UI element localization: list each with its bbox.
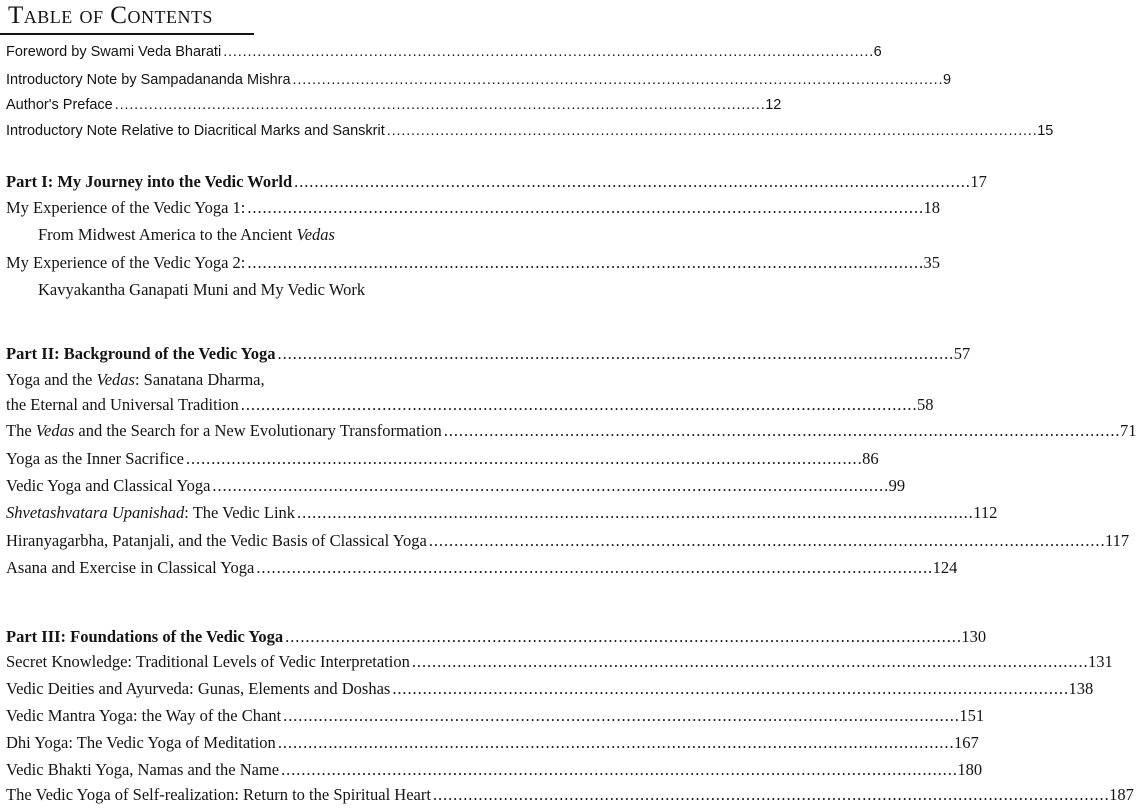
toc-entry: Vedic Mantra Yoga: the Way of the Chant . . . 151 [6, 706, 592, 726]
toc-entry: My Experience of the Vedic Yoga 1: . . . 18 [6, 198, 592, 218]
page-number: 151 [959, 706, 985, 725]
toc-entry: Vedic Yoga and Classical Yoga . . . 99 [6, 476, 592, 496]
dot-leader [429, 531, 1103, 551]
toc-entry-authors-preface: Author's Preface . . . 12 [6, 97, 592, 113]
dot-leader [241, 395, 915, 415]
dot-leader [278, 733, 952, 753]
page-number: 117 [1105, 531, 1130, 550]
dot-leader [412, 652, 1086, 672]
toc-entry: Secret Knowledge: Traditional Levels of Vedic Interpretation . . . 131 [6, 652, 592, 672]
page-title: Table of Contents [8, 2, 213, 29]
dot-leader [247, 198, 921, 218]
toc-entry: Dhi Yoga: The Vedic Yoga of Meditation . . . 167 [6, 733, 592, 753]
toc-entry: Yoga as the Inner Sacrifice . . . 86 [6, 449, 592, 469]
page-number: 180 [957, 760, 983, 779]
page-number: 167 [954, 733, 979, 752]
toc-entry-introductory-note: Introductory Note by Sampadananda Mishra . . . 9 [6, 72, 592, 88]
dot-leader [392, 679, 1066, 699]
dot-leader [285, 627, 959, 647]
toc-entry: Vedic Deities and Ayurveda: Gunas, Elements and Doshas . . . 138 [6, 679, 592, 699]
toc-entry: The Vedic Yoga of Self-realization: Return to the Spiritual Heart . . . 187 [6, 785, 592, 805]
dot-leader [294, 172, 968, 192]
dot-leader [247, 253, 921, 273]
page-number: 57 [953, 344, 971, 363]
page-number: 138 [1068, 679, 1094, 698]
dot-leader [256, 558, 930, 578]
toc-entry: My Experience of the Vedic Yoga 2: . . . 35 [6, 253, 592, 273]
toc-entry-continuation: Kavyakantha Ganapati Muni and My Vedic Work [38, 280, 366, 299]
dot-leader [387, 123, 1035, 139]
toc-entry: Asana and Exercise in Classical Yoga . . . 124 [6, 558, 592, 578]
page-number: 6 [873, 44, 882, 60]
toc-entry-diacritical-note: Introductory Note Relative to Diacritical Marks and Sanskrit . . . 15 [6, 123, 592, 139]
toc-entry: The Vedas and the Search for a New Evolutionary Transformation . . . 71 [6, 421, 592, 441]
page-number: 130 [961, 627, 987, 646]
dot-leader [293, 72, 941, 88]
dot-leader [297, 503, 971, 523]
page-number: 15 [1037, 123, 1054, 139]
page-number: 9 [942, 72, 952, 88]
page-number: 17 [970, 172, 987, 191]
page-number: 71 [1119, 421, 1136, 440]
toc-entry-first-line: Yoga and the Vedas: Sanatana Dharma, [6, 370, 265, 389]
page-number: 99 [888, 476, 906, 495]
page-number: 86 [862, 449, 879, 468]
page-number: 18 [923, 198, 941, 217]
toc-part-heading-2: Part II: Background of the Vedic Yoga . . . 57 [6, 344, 592, 364]
page-number: 187 [1109, 785, 1134, 804]
dot-leader [186, 449, 860, 469]
toc-entry: Vedic Bhakti Yoga, Namas and the Name . . . 180 [6, 760, 592, 780]
toc-entry: Hiranyagarbha, Patanjali, and the Vedic Basis of Classical Yoga . . . 117 [6, 531, 592, 551]
dot-leader [115, 97, 763, 113]
toc-entry-continuation: From Midwest America to the Ancient Vedas [38, 225, 335, 244]
dot-leader [283, 706, 957, 726]
dot-leader [212, 476, 886, 496]
dot-leader [444, 421, 1118, 441]
title-underline [0, 33, 254, 35]
page-number: 35 [923, 253, 941, 272]
dot-leader [278, 344, 952, 364]
toc-entry: Shvetashvatara Upanishad: The Vedic Link . . . 112 [6, 503, 592, 523]
dot-leader [281, 760, 955, 780]
page-number: 131 [1088, 652, 1113, 671]
dot-leader [433, 785, 1107, 805]
toc-entry: the Eternal and Universal Tradition . . . 58 [6, 395, 592, 415]
page-number: 124 [932, 558, 958, 577]
toc-part-heading-3: Part III: Foundations of the Vedic Yoga . . . 130 [6, 627, 592, 647]
dot-leader [223, 44, 871, 60]
page-number: 58 [916, 395, 934, 414]
page-number: 12 [765, 97, 782, 113]
toc-entry-foreword: Foreword by Swami Veda Bharati . . . 6 [6, 44, 592, 60]
page-number: 112 [973, 503, 998, 522]
toc-part-heading-1: Part I: My Journey into the Vedic World . . . 17 [6, 172, 592, 192]
